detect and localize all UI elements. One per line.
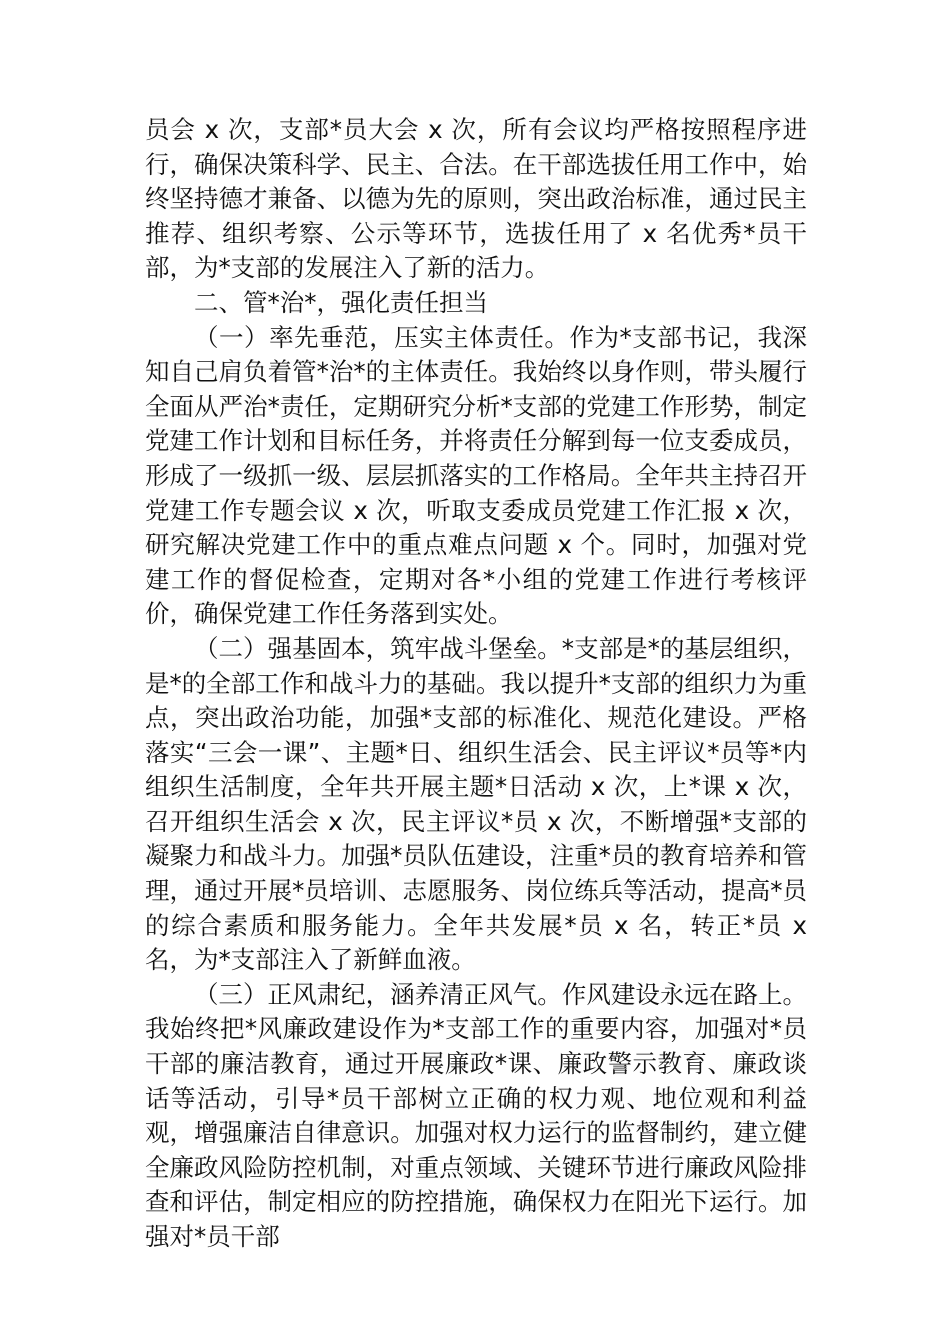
- body-paragraph-1: （一）率先垂范，压实主体责任。作为*支部书记，我深知自己肩负着管*治*的主体责任。我始终以身作则，带头履行全面从严治*责任，定期研究分析*支部的党建工作形势，制定党建工作计划和目标任务，并将责任分解到每一位支委成员，形成了一级抓一级、层层抓落实的工作格局。全年共主持召开党建工作专题会议 x 次，听取支委成员党建工作汇报 x 次，研究解决党建工作中的重点难点问题 x 个。同时，加强对党建工作的督促检查，定期对各*小组的党建工作进行考核评价，确保党建工作任务落到实处。: [145, 322, 807, 629]
- continuation-paragraph: 员会 x 次，支部*员大会 x 次，所有会议均严格按照程序进行，确保决策科学、民主、合法。在干部选拔任用工作中，始终坚持德才兼备、以德为先的原则，突出政治标准，通过民主推荐、组织考察、公示等环节，选拔任用了 x 名优秀*员干部，为*支部的发展注入了新的活力。: [145, 115, 807, 283]
- body-paragraph-3: （三）正风肃纪，涵养清正风气。作风建设永远在路上。我始终把*风廉政建设作为*支部工作的重要内容，加强对*员干部的廉洁教育，通过开展廉政*课、廉政警示教育、廉政谈话等活动，引导*员干部树立正确的权力观、地位观和利益观，增强廉洁自律意识。加强对权力运行的监督制约，建立健全廉政风险防控机制，对重点领域、关键环节进行廉政风险排查和评估，制定相应的防控措施，确保权力在阳光下运行。加强对*员干部: [145, 979, 807, 1251]
- body-paragraph-2: （二）强基固本，筑牢战斗堡垒。*支部是*的基层组织，是*的全部工作和战斗力的基础。我以提升*支部的组织力为重点，突出政治功能，加强*支部的标准化、规范化建设。严格落实“三会一课”、主题*日、组织生活会、民主评议*员等*内组织生活制度，全年共开展主题*日活动 x 次，上*课 x 次，召开组织生活会 x 次，民主评议*员 x 次，不断增强*支部的凝聚力和战斗力。加强*员队伍建设，注重*员的教育培养和管理，通过开展*员培训、志愿服务、岗位练兵等活动，提高*员的综合素质和服务能力。全年共发展*员 x 名，转正*员 x 名，为*支部注入了新鲜血液。: [145, 633, 807, 975]
- section-heading: 二、管*治*，强化责任担当: [194, 287, 488, 317]
- document-body: [145, 113, 807, 1255]
